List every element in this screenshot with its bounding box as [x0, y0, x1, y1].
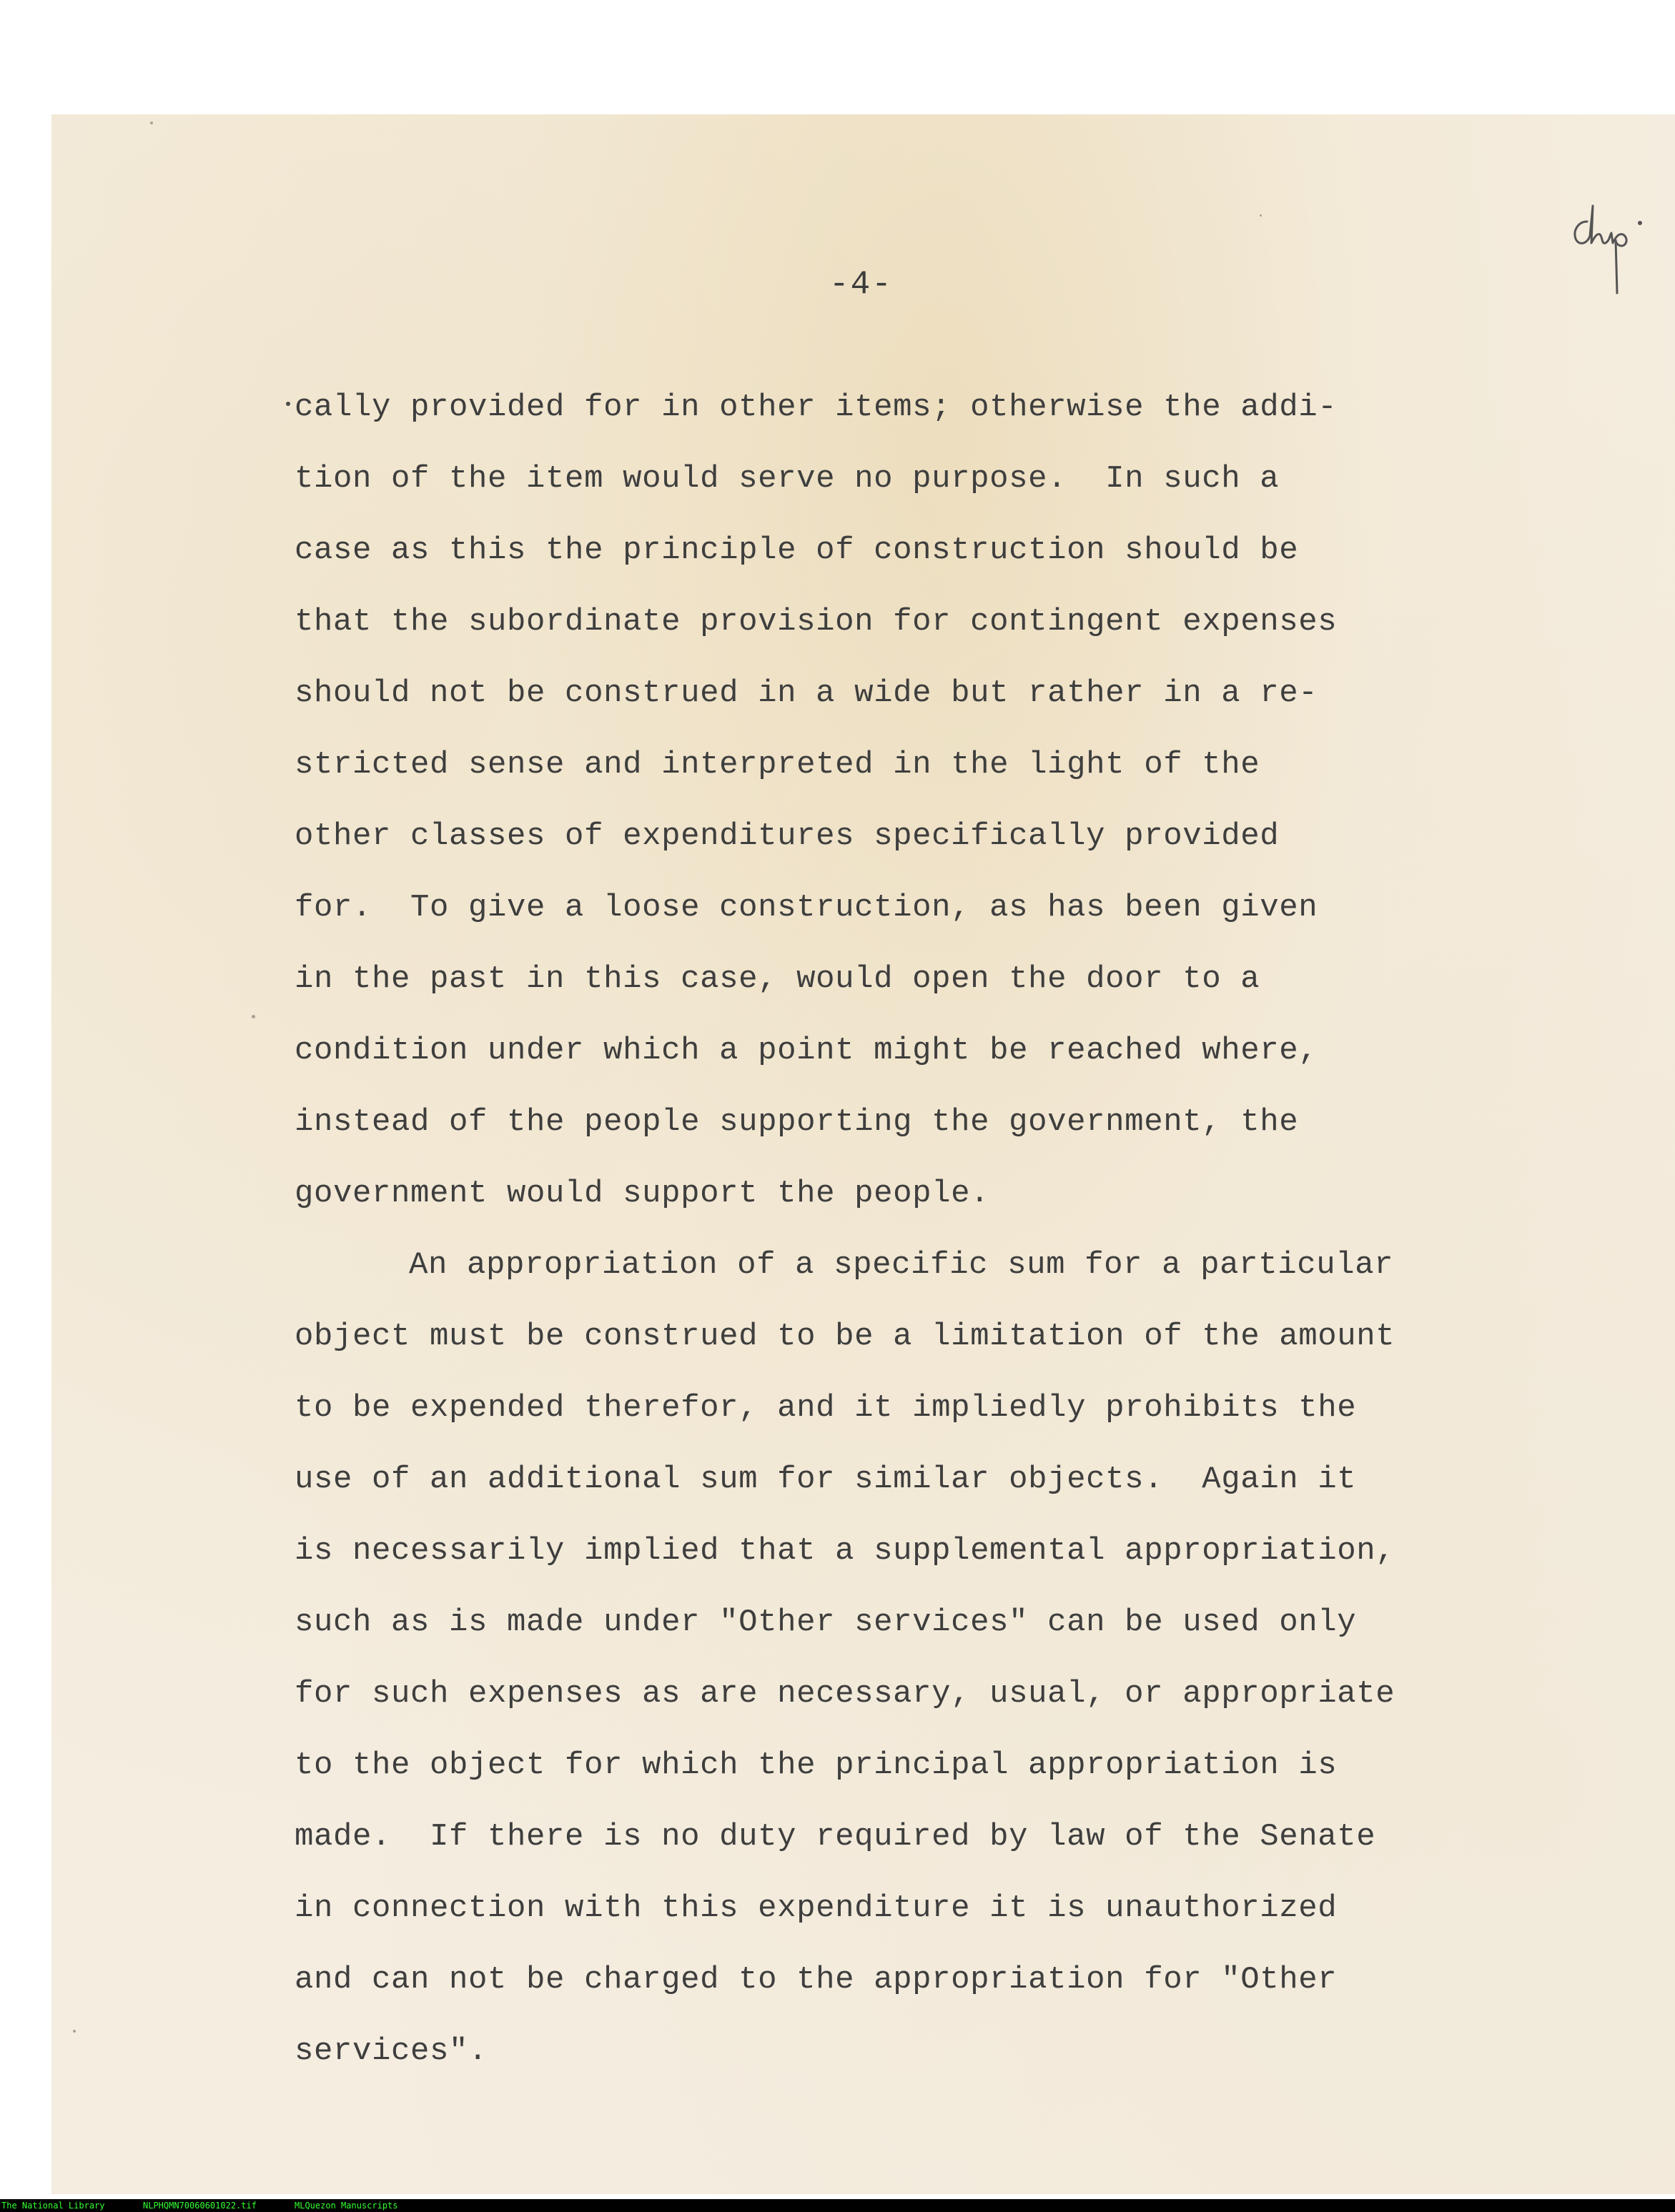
footer-source: The National Library	[1, 2201, 105, 2211]
text-line: in connection with this expenditure it is unauthorized	[295, 1890, 1338, 1926]
footer-collection: MLQuezon Manuscripts	[295, 2201, 398, 2211]
text-line: such as is made under "Other services" can be used only	[295, 1605, 1357, 1640]
text-line: for. To give a loose construction, as has been given	[295, 890, 1318, 926]
text-line: for such expenses as are necessary, usual, or appropriate	[295, 1676, 1395, 1712]
text-line: tion of the item would serve no purpose. In such a	[295, 461, 1280, 497]
paragraph-2	[295, 1229, 1610, 2087]
text-line: object must be construed to be a limitation of the amount	[295, 1319, 1395, 1354]
text-line: instead of the people supporting the government, the	[295, 1104, 1299, 1140]
scan-footer-bar	[0, 2199, 1675, 2212]
page-number: -4-	[829, 266, 893, 303]
text-line: government would support the people.	[295, 1176, 990, 1211]
text-line: use of an additional sum for similar objects. Again it	[295, 1462, 1357, 1497]
text-line: in the past in this case, would open the door to a	[295, 961, 1260, 997]
document-body	[295, 372, 1610, 2087]
text-line-indented: An appropriation of a specific sum for a particular	[409, 1247, 1394, 1283]
text-line: is necessarily implied that a supplemental appropriation,	[295, 1533, 1395, 1569]
text-line: case as this the principle of construction should be	[295, 532, 1299, 568]
paper-speck	[252, 1015, 255, 1018]
text-line: cally provided for in other items; otherwise the addi-	[295, 390, 1338, 425]
paper-speck	[1260, 214, 1262, 217]
text-line: stricted sense and interpreted in the light of the	[295, 747, 1260, 783]
text-line: made. If there is no duty required by law of the Senate	[295, 1819, 1376, 1855]
paragraph-1	[295, 372, 1610, 1229]
text-line: services".	[295, 2033, 488, 2069]
text-line: condition under which a point might be reached where,	[295, 1033, 1318, 1068]
text-line: should not be construed in a wide but rather in a re-	[295, 675, 1318, 711]
ink-mark	[286, 402, 290, 406]
paper-speck	[73, 2030, 76, 2033]
text-line: other classes of expenditures specifically provided	[295, 818, 1280, 854]
text-line: that the subordinate provision for contingent expenses	[295, 604, 1338, 640]
text-line: to the object for which the principal appropriation is	[295, 1747, 1338, 1783]
text-line: to be expended therefor, and it impliedly prohibits the	[295, 1390, 1357, 1426]
text-line: and can not be charged to the appropriation for "Other	[295, 1962, 1338, 1998]
paper-speck	[150, 121, 153, 124]
footer-filename: NLPHQMN70060601022.tif	[143, 2201, 257, 2211]
handwritten-dup-annotation	[1566, 193, 1651, 307]
